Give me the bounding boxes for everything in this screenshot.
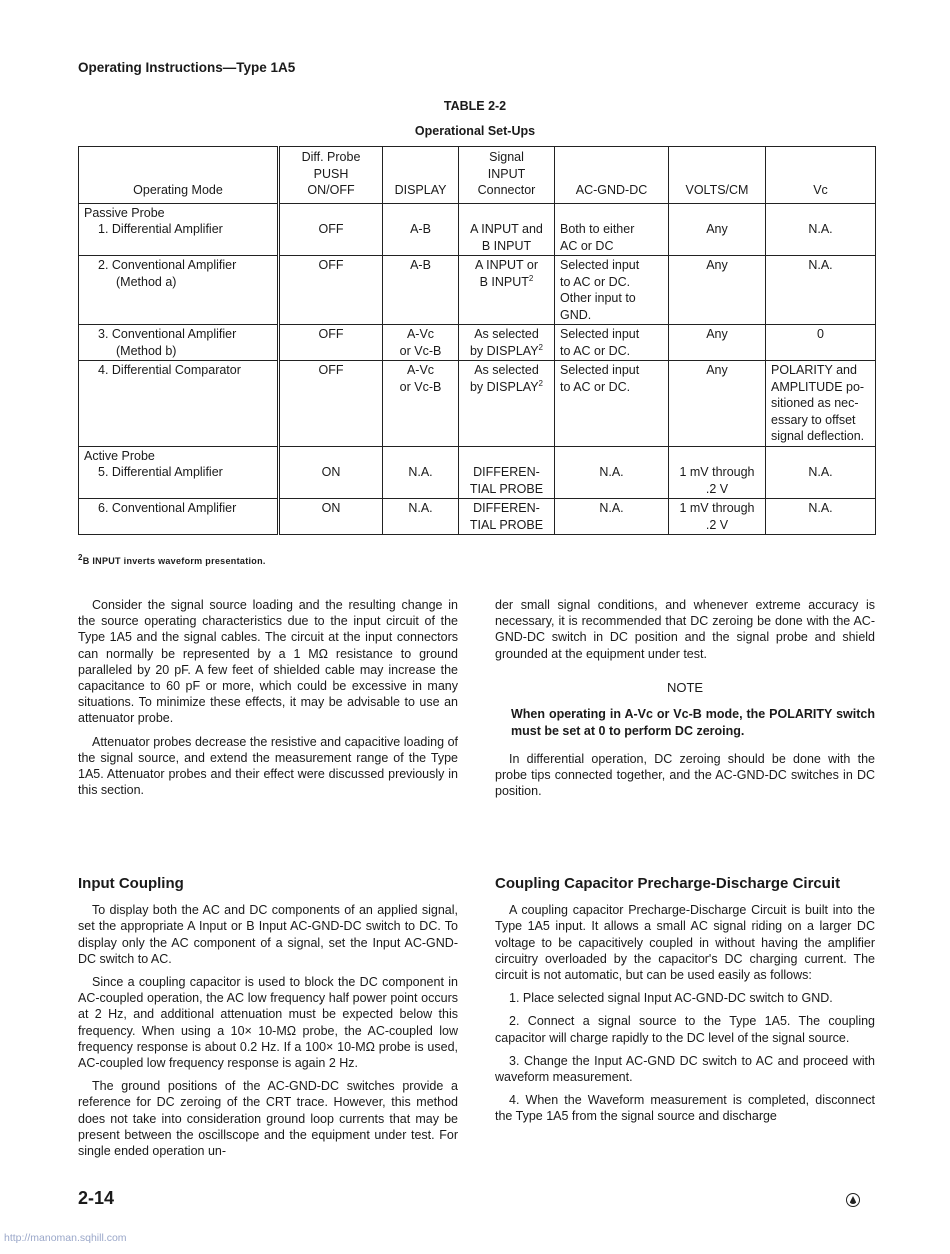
display-cell: A-Vc or Vc-B — [383, 361, 459, 447]
table-row — [79, 325, 876, 361]
signal-cell: A INPUT or B INPUT$^2$ — [459, 256, 555, 325]
probe-cell: ON — [279, 499, 383, 535]
operational-setups-table — [78, 146, 876, 535]
table-header-row — [79, 147, 876, 204]
table-title: Operational Set-Ups — [414, 124, 536, 138]
signal-cell: DIFFEREN- TIAL PROBE — [459, 499, 555, 535]
section-input-coupling — [78, 876, 458, 1166]
page-number: 2-14 — [78, 1188, 115, 1208]
col-header-signal-input: Signal INPUT Connector — [459, 147, 555, 204]
display-cell: N.A. — [383, 499, 459, 535]
display-cell: A-B — [383, 203, 459, 256]
list-item: 4. When the Waveform measurement is completed, disconnect the Type 1A5 from the signal source and discharge — [495, 1093, 875, 1124]
running-header: Operating Instructions—Type 1A5 — [78, 60, 296, 75]
display-cell: A-B — [383, 256, 459, 325]
col-header-volts-cm: VOLTS/CM — [669, 147, 766, 204]
probe-cell: OFF — [279, 325, 383, 361]
acgnd-cell: Both to either AC or DC — [555, 203, 669, 256]
vc-cell: N.A. — [766, 203, 876, 256]
paragraph: The ground positions of the AC-GND-DC switches provide a reference for DC zeroing of the CRT trace. However, this method does not take into consideration ground loop currents that may be present between the oscillscope and the equipment under test. For single ended operation un- — [78, 1079, 458, 1159]
vc-cell: POLARITY and AMPLITUDE po- sitioned as nec- essary to offset signal deflection. — [766, 361, 876, 447]
paragraph: In differential operation, DC zeroing should be done with the probe tips connected together, and the AC-GND-DC switches in DC position. — [495, 752, 875, 799]
body-column-left-top — [78, 597, 458, 805]
volts-cell: 1 mV through .2 V — [669, 499, 766, 535]
acgnd-cell: Selected input to AC or DC. — [555, 325, 669, 361]
note-title: NOTE — [666, 679, 704, 695]
vc-cell: N.A. — [766, 446, 876, 499]
paragraph: der small signal conditions, and whenever extreme accuracy is necessary, it is recommended that DC zeroing be done with the AC-GND-DC switch in DC position and the signal probe and shield grounded at the equipment under test. — [495, 598, 875, 661]
section-heading: Coupling Capacitor Precharge-Discharge Circuit — [495, 875, 841, 892]
paragraph: Since a coupling capacitor is used to block the DC component in AC-coupled operation, the AC low frequency half power point occurs at 2 Hz, and additional attenuation must be expected below this frequency. When using a 10× 10-MΩ probe, the AC-coupled low frequency response is about 0.2 Hz. If a 100× 10-MΩ probe is used, AC-coupled low frequency response is again 2 Hz. — [78, 975, 458, 1071]
mode-cell: 3. Conventional Amplifier (Method b) — [79, 325, 279, 361]
signal-cell: A INPUT and B INPUT — [459, 203, 555, 256]
list-item: 1. Place selected signal Input AC-GND-DC switch to GND. — [509, 991, 833, 1006]
list-item: 2. Connect a signal source to the Type 1A5. The coupling capacitor will charge rapidly to the DC level of the signal source. — [495, 1014, 875, 1045]
display-cell: A-Vc or Vc-B — [383, 325, 459, 361]
signal-cell: DIFFEREN- TIAL PROBE — [459, 446, 555, 499]
volts-cell: Any — [669, 203, 766, 256]
mode-cell: Passive Probe 1. Differential Amplifier — [79, 203, 279, 256]
vc-cell: N.A. — [766, 256, 876, 325]
footnote-ref: 2 — [538, 378, 543, 388]
col-header-ac-gnd-dc: AC-GND-DC — [555, 147, 669, 204]
acgnd-cell: Selected input to AC or DC. Other input to GND. — [555, 256, 669, 325]
volts-cell: Any — [669, 325, 766, 361]
acgnd-cell: N.A. — [555, 446, 669, 499]
body-column-right-top — [495, 597, 875, 807]
table-number: TABLE 2-2 — [443, 99, 507, 113]
section-precharge-circuit — [495, 876, 875, 1132]
volts-cell: Any — [669, 361, 766, 447]
col-header-operating-mode: Operating Mode — [79, 147, 279, 204]
table-row — [79, 499, 876, 535]
volts-cell: 1 mV through .2 V — [669, 446, 766, 499]
probe-cell: OFF — [279, 361, 383, 447]
paragraph: Consider the signal source loading and the resulting change in the source operating characteristics due to the input circuit of the Type 1A5 and the signal cables. The circuit at the input connectors can normally be represented by a 1 MΩ resistance to ground paralleled by 20 pF. A few feet of shielded cable may increase the capacitance to 60 pF or more, which could be excessive in many situations. To minimize these effects, it may be advisable to use an attenuator probe. — [78, 598, 458, 726]
section-heading: Input Coupling — [78, 875, 184, 892]
note-body: When operating in A-Vc or Vc-B mode, the POLARITY switch must be set at 0 to perform DC zeroing. — [511, 707, 875, 738]
watermark: http://manoman.sqhill.com — [4, 1232, 127, 1244]
mode-cell: 6. Conventional Amplifier — [79, 499, 279, 535]
footnote-ref: 2 — [528, 273, 534, 283]
list-item: 3. Change the Input AC-GND DC switch to AC and proceed with waveform measurement. — [495, 1053, 875, 1085]
paragraph: Attenuator probes decrease the resistive and capacitive loading of the signal source, and extend the measurement range of the Type 1A5. Attenuator probes and their effect were discussed previously in this section. — [78, 734, 458, 798]
group-label-active: Active Probe — [84, 448, 155, 463]
table-footnote: $^2$B INPUT inverts waveform presentation. — [78, 553, 266, 566]
footnote-ref: 2 — [538, 342, 543, 352]
display-cell: N.A. — [383, 446, 459, 499]
paragraph: To display both the AC and DC components of an applied signal, set the appropriate A Input or B Input AC-GND-DC switch to DC. To display only the AC component of a signal, set the Input AC-GND-DC switch to AC. — [78, 903, 458, 966]
group-label-passive: Passive Probe — [84, 205, 165, 220]
mode-cell: 2. Conventional Amplifier (Method a) — [79, 256, 279, 325]
table-row — [79, 446, 876, 499]
acgnd-cell: Selected input to AC or DC. — [555, 361, 669, 447]
vc-cell: N.A. — [766, 499, 876, 535]
mode-cell: Active Probe 5. Differential Amplifier — [79, 446, 279, 499]
paragraph: A coupling capacitor Precharge-Discharge Circuit is built into the Type 1A5 input. It allows a small AC signal riding on a larger DC voltage to be capacitively coupled in without having the amplifier circuitry overloaded by the capacitor's DC charging current. The circuit is not automatic, but can be used easily as follows: — [495, 903, 875, 983]
probe-cell: OFF — [279, 203, 383, 256]
volts-cell: Any — [669, 256, 766, 325]
signal-cell: As selected by DISPLAY$^2$ — [459, 361, 555, 447]
mode-cell: 4. Differential Comparator — [79, 361, 279, 447]
probe-cell: ON — [279, 446, 383, 499]
table-row — [79, 256, 876, 325]
col-header-display: DISPLAY — [383, 147, 459, 204]
col-header-vc: Vc — [766, 147, 876, 204]
vc-cell: 0 — [766, 325, 876, 361]
table-row — [79, 361, 876, 447]
probe-cell: OFF — [279, 256, 383, 325]
col-header-diff-probe: Diff. Probe PUSH ON/OFF — [279, 147, 383, 204]
signal-cell: As selected by DISPLAY$^2$ — [459, 325, 555, 361]
table-row — [79, 203, 876, 256]
tektronix-logo-icon — [846, 1193, 860, 1207]
acgnd-cell: N.A. — [555, 499, 669, 535]
